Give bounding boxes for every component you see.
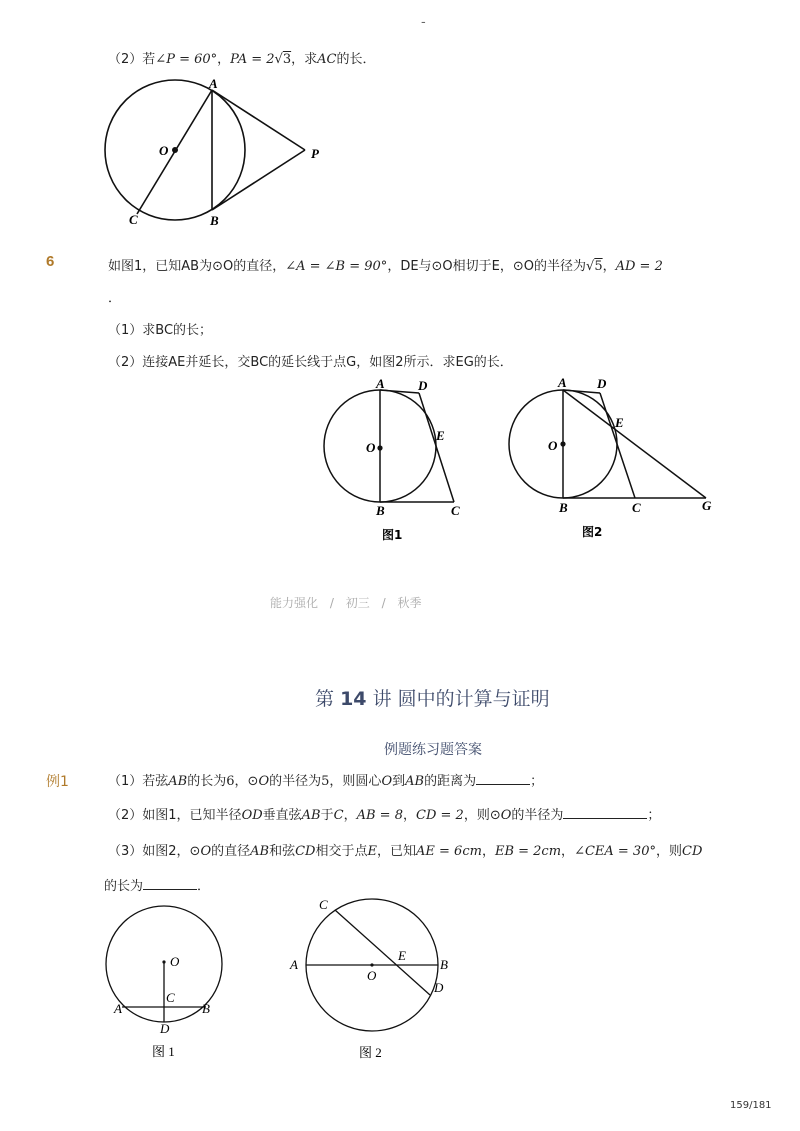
part-number: （2） bbox=[108, 808, 143, 823]
label-e: E bbox=[615, 415, 624, 430]
ex1-figure-1 bbox=[100, 900, 230, 1065]
figure-caption: 图1 bbox=[382, 528, 403, 542]
ab-expr: AB = 8 bbox=[356, 808, 403, 823]
text: ， bbox=[343, 808, 357, 823]
ex1-part3-line2 bbox=[104, 877, 210, 896]
c-label: C bbox=[333, 808, 344, 823]
label-b: B bbox=[202, 1001, 210, 1016]
text: ，已知 bbox=[377, 844, 417, 859]
text: 求 bbox=[304, 52, 318, 67]
q6-figure-2 bbox=[500, 376, 720, 544]
text: ，则圆心 bbox=[329, 774, 382, 789]
q6-line1 bbox=[108, 258, 663, 276]
text: ， bbox=[402, 808, 416, 823]
label-c: C bbox=[451, 503, 460, 518]
tangent-pb bbox=[212, 150, 305, 210]
text: 如图2，⊙ bbox=[142, 844, 201, 859]
text: 如图1，已知半径 bbox=[142, 808, 242, 823]
q6-figure-1 bbox=[318, 376, 468, 546]
text: 和弦 bbox=[269, 844, 296, 859]
label-a: A bbox=[290, 957, 298, 972]
label-c: C bbox=[166, 990, 175, 1005]
angle-expr: ∠P = 60° bbox=[155, 52, 218, 67]
center-point bbox=[172, 147, 178, 153]
tangent-pa bbox=[212, 90, 305, 150]
text: 垂直弦 bbox=[262, 808, 302, 823]
line-ag bbox=[563, 390, 706, 498]
answer-blank[interactable] bbox=[476, 772, 530, 785]
q5-part2 bbox=[108, 51, 376, 69]
ab-label: AB bbox=[301, 808, 321, 823]
page-number: 159/181 bbox=[730, 1100, 772, 1111]
text: 的长为 bbox=[104, 879, 144, 894]
answer-blank[interactable] bbox=[143, 877, 197, 890]
header-mark: - bbox=[421, 15, 426, 30]
e-label: E bbox=[367, 844, 377, 859]
text: ． bbox=[197, 879, 211, 894]
label-e: E bbox=[398, 948, 406, 963]
o-label: O bbox=[500, 808, 512, 823]
ab-label: AB bbox=[405, 774, 425, 789]
label-a: A bbox=[114, 1001, 122, 1016]
text: 于 bbox=[320, 808, 334, 823]
lecture-number: 14 bbox=[340, 688, 367, 710]
ex1-part3 bbox=[108, 843, 702, 861]
text: ， bbox=[602, 259, 616, 274]
label-a: A bbox=[376, 376, 385, 391]
text: ，则 bbox=[655, 844, 682, 859]
label-a: A bbox=[558, 376, 567, 390]
label-b: B bbox=[559, 500, 568, 515]
label-o: O bbox=[366, 440, 376, 455]
center-point bbox=[162, 960, 165, 963]
text: 的长为 bbox=[187, 774, 227, 789]
angle-expr: ∠CEA = 30° bbox=[574, 844, 656, 859]
text: 相交于点 bbox=[315, 844, 368, 859]
text: 的半径为 bbox=[511, 808, 564, 823]
pa-expr: PA = 2 bbox=[230, 52, 275, 67]
course-footer bbox=[270, 594, 421, 612]
center-point bbox=[377, 445, 382, 450]
cd-label: CD bbox=[682, 844, 703, 859]
q6-part2: （2）连接AE并延长，交BC的延长线于点G，如图2所示．求EG的长． bbox=[108, 355, 513, 370]
section-subtitle: 例题练习题答案 bbox=[384, 742, 482, 758]
chord-cd bbox=[335, 910, 430, 995]
label-o: O bbox=[170, 954, 180, 969]
center-point bbox=[370, 963, 373, 966]
label-o: O bbox=[367, 968, 377, 983]
figure-caption: 图 2 bbox=[359, 1045, 382, 1060]
q6-line1-end: ． bbox=[108, 291, 122, 306]
term: 秋季 bbox=[397, 596, 422, 610]
sqrt-symbol: √ bbox=[274, 52, 283, 67]
sqrt-argument: 3 bbox=[282, 52, 292, 67]
text: ，⊙ bbox=[234, 774, 259, 789]
angle-expr: ∠A = ∠B = 90° bbox=[285, 259, 388, 274]
text: ， bbox=[481, 844, 495, 859]
question-number: 6 bbox=[46, 253, 55, 270]
figure-caption: 图 1 bbox=[152, 1044, 175, 1059]
label-e: E bbox=[436, 428, 445, 443]
ex1-part2 bbox=[108, 806, 660, 825]
text: ； bbox=[647, 808, 661, 823]
ex1-part1 bbox=[108, 772, 543, 791]
label-b: B bbox=[440, 957, 448, 972]
answer-blank[interactable] bbox=[563, 806, 647, 819]
q5-figure bbox=[95, 78, 335, 228]
tangent-dc bbox=[419, 393, 454, 502]
label-d: D bbox=[434, 980, 444, 995]
example-label: 例1 bbox=[46, 774, 69, 790]
part-number: （1） bbox=[108, 774, 143, 789]
text: 的半径为 bbox=[269, 774, 322, 789]
label-c: C bbox=[319, 897, 328, 912]
part-number: （3） bbox=[108, 844, 143, 859]
ab-label: AB bbox=[250, 844, 270, 859]
course-type: 能力强化 bbox=[270, 596, 319, 610]
eb-expr: EB = 2cm bbox=[494, 844, 562, 859]
cd-label: CD bbox=[295, 844, 316, 859]
sqrt-argument: 5 bbox=[594, 259, 603, 274]
label-c: C bbox=[632, 500, 641, 515]
tangent-dc bbox=[600, 393, 635, 498]
sqrt-symbol: √ bbox=[586, 259, 595, 274]
label-d: D bbox=[160, 1021, 170, 1036]
segment-ad bbox=[380, 390, 419, 393]
o-label: O bbox=[381, 774, 393, 789]
label-d: D bbox=[418, 378, 428, 393]
text: 若弦 bbox=[142, 774, 169, 789]
text: 到 bbox=[392, 774, 406, 789]
label-b: B bbox=[376, 503, 385, 518]
lecture-prefix: 第 bbox=[315, 688, 335, 710]
label-g: G bbox=[702, 498, 712, 513]
grade: 初三 bbox=[345, 596, 370, 610]
label-o: O bbox=[548, 438, 558, 453]
lecture-title bbox=[315, 684, 550, 711]
separator: / bbox=[381, 596, 386, 610]
label-o: O bbox=[159, 143, 169, 158]
text: 的直径 bbox=[211, 844, 251, 859]
value: 5 bbox=[321, 774, 330, 789]
text: ， bbox=[217, 52, 231, 67]
separator: / bbox=[329, 596, 334, 610]
o-label: O bbox=[258, 774, 270, 789]
ab-label: AB bbox=[168, 774, 188, 789]
part-number: （2） bbox=[108, 52, 143, 67]
label-b: B bbox=[210, 213, 219, 228]
text: ，DE与⊙O相切于E，⊙O的半径为 bbox=[387, 259, 587, 274]
center-point bbox=[560, 441, 565, 446]
ae-expr: AE = 6cm bbox=[416, 844, 482, 859]
lecture-name: 讲 圆中的计算与证明 bbox=[372, 688, 550, 710]
ad-expr: AD = 2 bbox=[615, 259, 663, 274]
label-p: P bbox=[311, 146, 319, 161]
ac-label: AC bbox=[317, 52, 337, 67]
figure-caption: 图2 bbox=[582, 525, 603, 539]
text: 的距离为 bbox=[424, 774, 477, 789]
label-d: D bbox=[597, 376, 607, 391]
text: ， bbox=[291, 52, 305, 67]
text: ， bbox=[561, 844, 575, 859]
label-c: C bbox=[129, 212, 138, 227]
ex1-figure-2 bbox=[285, 897, 460, 1062]
text: ； bbox=[530, 774, 544, 789]
value: 6 bbox=[226, 774, 235, 789]
label-a: A bbox=[209, 78, 218, 91]
q6-part1: （1）求BC的长； bbox=[108, 323, 213, 338]
o-label: O bbox=[200, 844, 212, 859]
text: 如图1，已知AB为⊙O的直径， bbox=[108, 259, 286, 274]
text: 的长． bbox=[336, 52, 376, 67]
text: ，则⊙ bbox=[463, 808, 501, 823]
text: 若 bbox=[142, 52, 156, 67]
cd-expr: CD = 2 bbox=[416, 808, 464, 823]
od-label: OD bbox=[241, 808, 263, 823]
